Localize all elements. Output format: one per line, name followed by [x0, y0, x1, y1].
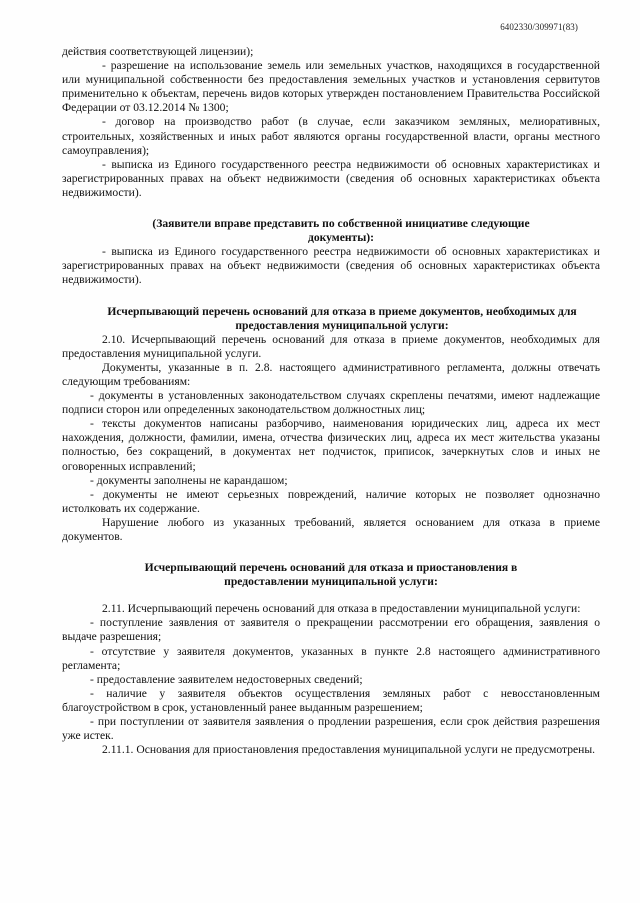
list-item: - документы заполнены не карандашом; [90, 473, 288, 487]
list-item: - документы не имеют серьезных повреждений, наличие которых не позволяет однозначно истолковать их содержание. [62, 487, 600, 515]
paragraph: Документы, указанные в п. 2.8. настоящего административного регламента, должны отвечать следующим требованиям: [62, 360, 600, 388]
list-item: - поступление заявления от заявителя о прекращении рассмотрении его обращения, заявления о выдаче разрешения; [62, 616, 600, 644]
paragraph: 2.11. Исчерпывающий перечень оснований для отказа в предоставлении муниципальной услуги: [102, 602, 581, 616]
paragraph: действия соответствующей лицензии); [62, 45, 254, 58]
document-id: 6402330/309971(83) [500, 22, 578, 32]
list-item: - наличие у заявителя объектов осуществления земляных работ с невосстановленным благоустройством в срок, установленный ранее выданным разрешением; [62, 686, 600, 714]
list-item: - отсутствие у заявителя документов, указанных в пункте 2.8 настоящего административного регламента; [62, 644, 600, 672]
paragraph: - выписка из Единого государственного реестра недвижимости об основных характеристиках и зарегистрированных правах на объект недвижимости (сведения об основных характеристиках объекта недвижимости). [62, 157, 600, 199]
list-item: - при поступлении от заявителя заявления о продлении разрешения, если срок действия разрешения уже истек. [62, 715, 600, 743]
paragraph: 2.11.1. Основания для приостановления предоставления муниципальной услуги не предусмотрены. [102, 743, 596, 757]
paragraph: - разрешение на использование земель или земельных участков, находящихся в государственной или муниципальной собственности без предоставления земельных участков и установления сервитутов применительно к объектам, перечень видов которых утвержден постановлением Правительства Российской Федерации от 03.12.2014 № 1300; [62, 59, 600, 115]
document-body [62, 45, 600, 757]
paragraph: 2.10. Исчерпывающий перечень оснований для отказа в приеме документов, необходимых для предоставления муниципальной услуги. [62, 332, 600, 360]
list-item: - предоставление заявителем недостоверных сведений; [90, 672, 363, 686]
section-heading: Исчерпывающий перечень оснований для отказа в приеме документов, необходимых для предоставления муниципальной услуги: [107, 304, 577, 332]
paragraph: Нарушение любого из указанных требований, является основанием для отказа в приеме документов. [62, 515, 600, 543]
section-heading: Исчерпывающий перечень оснований для отказа и приостановления в предоставлении муниципальной услуги: [144, 561, 518, 589]
paragraph: - выписка из Единого государственного реестра недвижимости об основных характеристиках и зарегистрированных правах на объект недвижимости (сведения об основных характеристиках объекта недвижимости). [62, 245, 600, 287]
paragraph: - договор на производство работ (в случае, если заказчиком земляных, мелиоративных, строительных, хозяйственных и иных работ являются органы государственной власти, органы местного самоуправления); [62, 115, 600, 157]
section-heading: (Заявители вправе представить по собственной инициативе следующие документы): [152, 217, 530, 245]
list-item: - документы в установленных законодательством случаях скреплены печатями, имеют надлежащие подписи сторон или определенных законодательством должностных лиц; [62, 389, 600, 417]
list-item: - тексты документов написаны разборчиво, наименования юридических лиц, адреса их мест нахождения, должности, фамилии, имена, отчества физических лиц, адреса их мест жительства указаны полностью, без сокращений, в документах нет подчисток, приписок, зачеркнутых слов и иных не оговоренных исправлений; [62, 417, 600, 473]
